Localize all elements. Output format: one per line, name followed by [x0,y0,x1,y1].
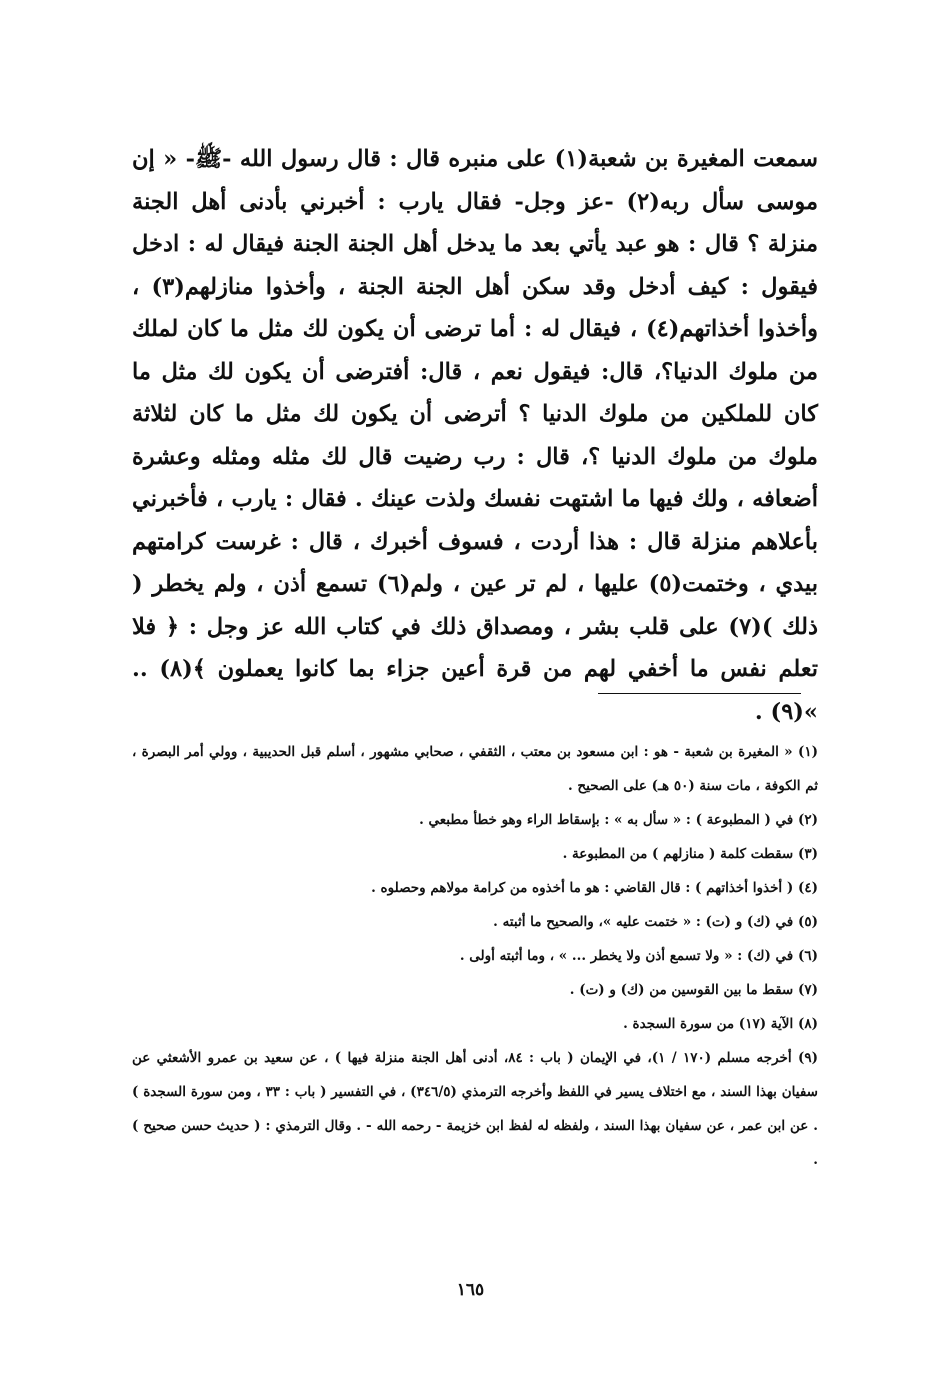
footnote-1: (١) « المغيرة بن شعبة - هو : ابن مسعود بن معتب ، الثقفي ، صحابي مشهور ، أسلم قبل الحديبية ، وولي أمر البصرة ، ثم الكوفة ، مات سنة (٥٠ هـ) على الصحيح . [132,744,818,794]
page-number: ١٦٥ [456,1280,485,1300]
footnote-9: (٩) أخرجه مسلم (١٧٠ / ١)، في الإيمان ( باب : ٨٤، أدنى أهل الجنة منزلة فيها ) ، عن سعيد بن عمرو الأشعثي عن سفيان بهذا السند ، مع اختلاف يسير في اللفظ وأخرجه الترمذي (٣٤٦/٥) ، في التفسير ( باب : ٣٣ ، ومن سورة السجدة ) . عن ابن عمر ، عن سفيان بهذا السند ، ولفظه له لفظ ابن خزيمة - رحمه الله - . وقال الترمذي : ( حديث حسن صحيح ) . [132,1050,819,1168]
footnote-separator-line [598,693,801,694]
footnote-5: (٥) في (ك) و (ت) : « ختمت عليه »، والصحيح ما أثبته . [493,914,818,930]
footnote-6: (٦) في (ك) : « ولا تسمع أذن ولا يخطر ... » ، وما أثبته أولى . [459,948,818,964]
footnote-2: (٢) في ( المطبوعة ) : « سأل به » : بإسقاط الراء وهو خطأ مطبعي . [419,812,818,828]
footnote-4: (٤) ( أخذوا أخذاتهم ) : قال القاضي : هو ما أخذوه من كرامة مولاهم وحصلوه . [371,880,818,896]
footnotes-section [132,735,818,1177]
hadith-paragraph: سمعت المغيرة بن شعبة(١) على منبره قال : قال رسول الله -ﷺ- « إن موسى سأل ربه(٢) -عز وجل- فقال يارب : أخبرني بأدنى أهل الجنة منزلة ؟ قال : هو عبد يأتي بعد ما يدخل أهل الجنة الجنة فيقال له : ادخل فيقول : كيف أدخل وقد سكن أهل الجنة الجنة ، وأخذوا منازلهم(٣) ، وأخذوا أخذاتهم(٤) ، فيقال له : أما ترضى أن يكون لك مثل ما كان لملك من ملوك الدنيا؟، قال: فيقول نعم ، قال: أفترضى أن يكون لك مثل ما كان للملكين من ملوك الدنيا ؟ أترضى أن يكون لك مثل ما كان لثلاثة ملوك من ملوك الدنيا ؟، قال : رب رضيت قال لك مثله ومثله وعشرة أضعافه ، ولك فيها ما اشتهت نفسك ولذت عينك . فقال : يارب ، فأخبرني بأعلاهم منزلة قال : هذا أردت ، فسوف أخبرك ، قال : غرست كرامتهم بيدي ، وختمت(٥) عليها ، لم تر عين ، ولم(٦) تسمع أذن ، ولم يخطر ( ذلك )(٧) على قلب بشر ، ومصداق ذلك في كتاب الله عز وجل : ﴿ فلا تعلم نفس ما أخفي لهم من قرة أعين جزاء بما كانوا يعملون ﴾(٨) .. »(٩) . [132,146,819,725]
footnote-8: (٨) الآية (١٧) من سورة السجدة . [623,1016,818,1032]
main-text-block [132,138,818,733]
footnote-3: (٣) سقطت كلمة ( منازلهم ) من المطبوعة . [562,846,818,862]
footnote-7: (٧) سقط ما بين القوسين من (ك) و (ت) . [569,982,818,998]
